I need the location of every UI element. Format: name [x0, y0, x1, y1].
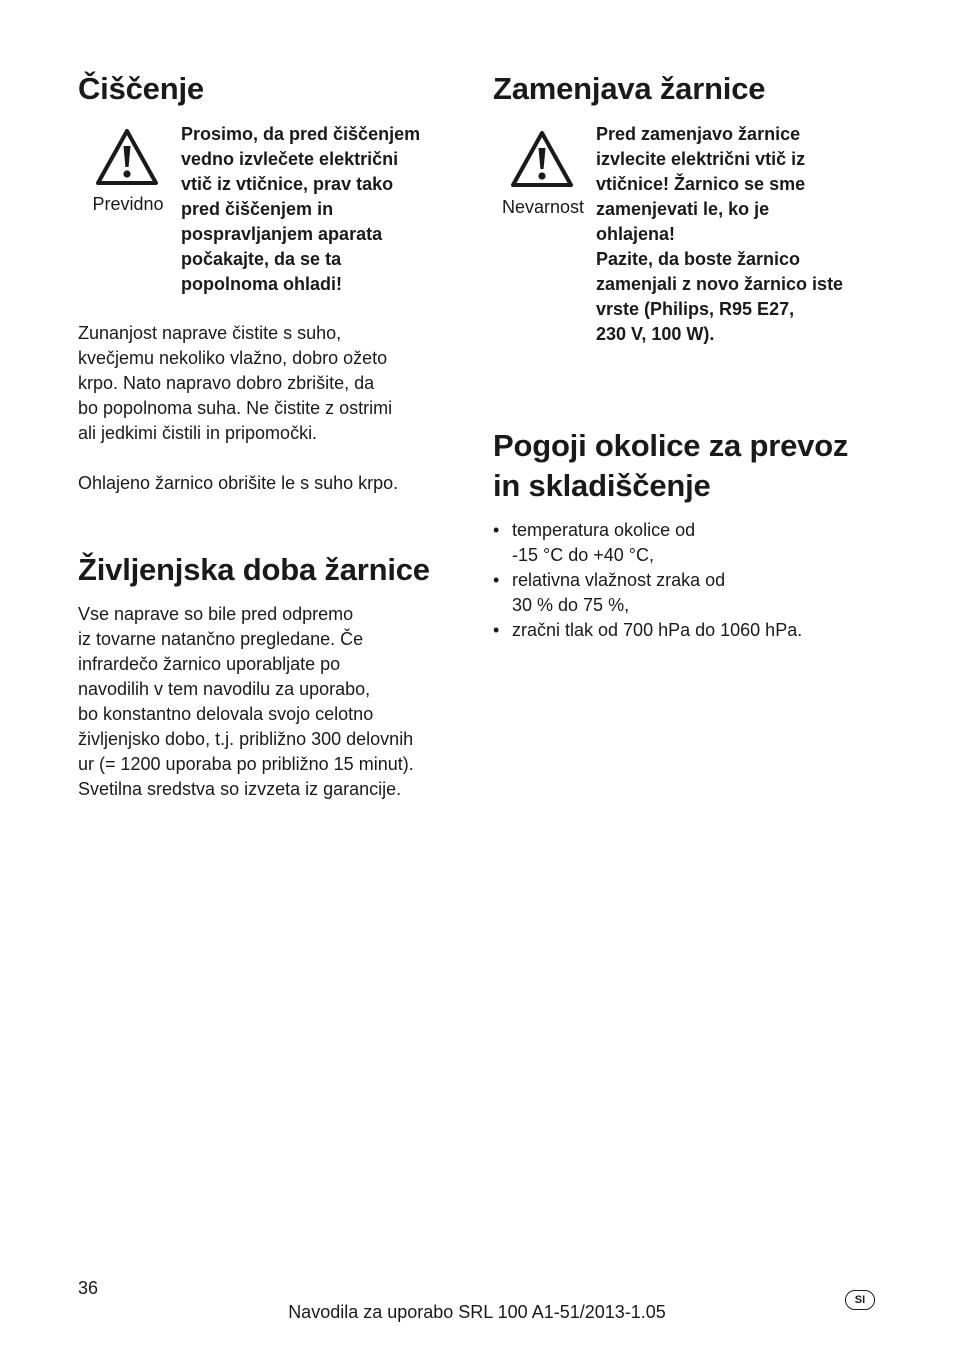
- bullet-icon: •: [493, 520, 500, 540]
- cleaning-heading: Čiščenje: [78, 71, 204, 106]
- bullet-icon: •: [493, 620, 500, 640]
- conditions-heading-line-2: in skladiščenje: [493, 468, 711, 503]
- warning-triangle-icon: [509, 129, 575, 189]
- warning-triangle-icon: [94, 127, 160, 187]
- page-number: 36: [78, 1278, 99, 1298]
- warning-label: Previdno: [92, 194, 164, 214]
- list-item: • relativna vlažnost zraka od 30 % do 75 %,: [493, 570, 726, 615]
- warning-label: Nevarnost: [501, 197, 585, 217]
- warning-text: Prosimo, da pred čiščenjem vedno izvlečete električni vtič iz vtičnice, prav tako pred čiščenjem in pospravljanjem aparata počakajte, da se ta popolnoma ohladi!: [181, 124, 421, 294]
- cleaning-paragraph: Zunanjost naprave čistite s suho, kvečjemu nekoliko vlažno, dobro ožeto krpo. Nato napravo dobro zbrišite, da bo popolnoma suha. Ne čistite z ostrimi ali jedkimi čistili in pripomočki.: [78, 323, 393, 443]
- conditions-list: [493, 518, 802, 643]
- lifetime-heading: Življenjska doba žarnice: [78, 552, 430, 587]
- lifetime-paragraph: Vse naprave so bile pred odpremo iz tovarne natančno pregledane. Če infrardečo žarnico uporabljate po navodilih v tem navodilu za uporabo, bo konstantno delovala svojo celotno življenjsko dobo, t.j. približno 300 delovnih ur (= 1200 uporaba po približno 15 minut). Svetilna sredstva so izvzeta iz garancije.: [78, 604, 414, 799]
- list-item: • temperatura okolice od -15 °C do +40 °C,: [493, 520, 696, 565]
- bullet-icon: •: [493, 570, 500, 590]
- replacement-heading: Zamenjava žarnice: [493, 71, 766, 106]
- warning-text: Pred zamenjavo žarnice izvlecite električni vtič iz vtičnice! Žarnico se sme zamenjevati le, ko je ohlajena! Pazite, da boste žarnico zamenjali z novo žarnico iste vrste (Philips, R95 E27, 230 V, 100 W).: [596, 124, 844, 344]
- conditions-heading-line-1: Pogoji okolice za prevoz: [493, 428, 849, 463]
- language-badge: SI: [845, 1290, 875, 1310]
- list-item: • zračni tlak od 700 hPa do 1060 hPa.: [493, 618, 802, 643]
- document-title: Navodila za uporabo SRL 100 A1-51/2013-1.05: [288, 1302, 666, 1322]
- bulb-cleaning-paragraph: Ohlajeno žarnico obrišite le s suho krpo.: [78, 473, 399, 493]
